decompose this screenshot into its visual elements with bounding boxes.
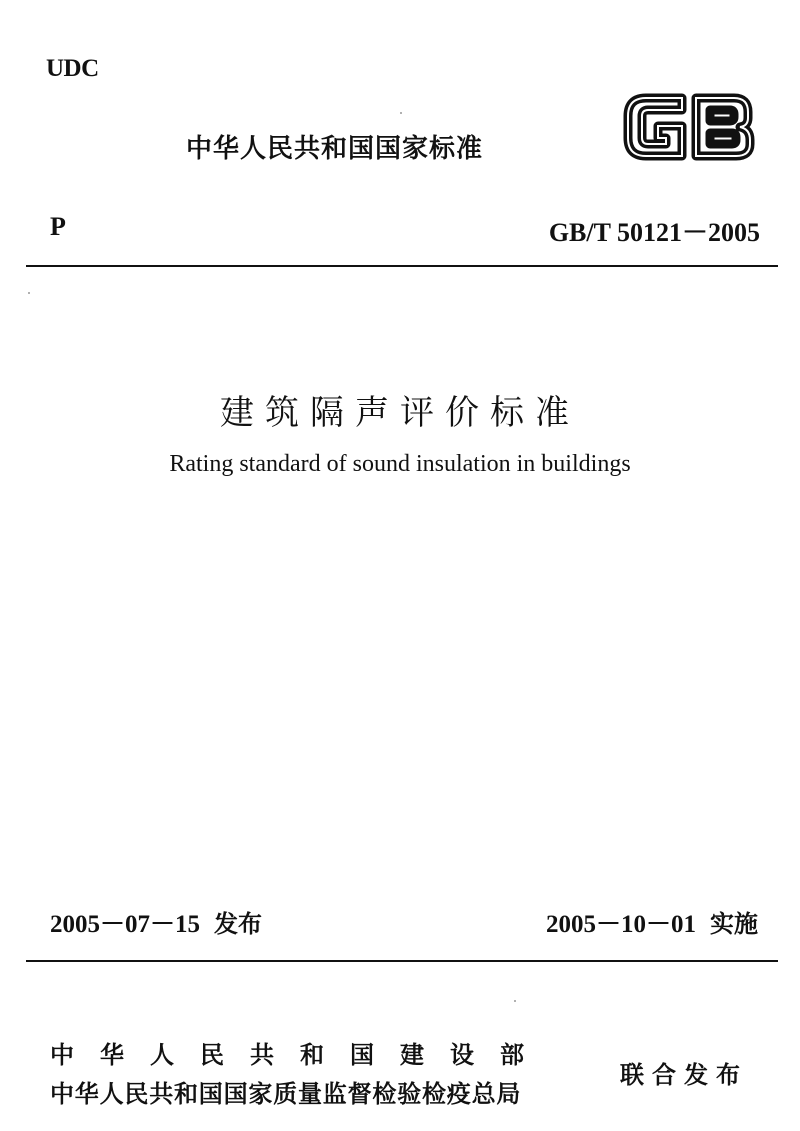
standard-number: GB/T 50121－2005 <box>548 218 760 247</box>
scan-speck <box>28 292 30 294</box>
bottom-divider <box>26 960 778 962</box>
classification-code: P <box>50 212 66 241</box>
udc-label: UDC <box>46 55 99 82</box>
scan-speck <box>400 112 402 114</box>
joint-issue-label: 联合发布 <box>620 1061 748 1089</box>
issue-date-row <box>50 904 262 940</box>
issue-label: 发布 <box>214 910 263 938</box>
implement-label: 实施 <box>710 910 758 938</box>
standard-type: 中华人民共和国国家标准 <box>186 134 484 164</box>
implement-date-row <box>546 904 758 940</box>
issuer-administration: 中华人民共和国国家质量监督检验检疫总局 <box>50 1080 522 1108</box>
issue-date: 2005－07－15 <box>50 911 201 938</box>
title-english: Rating standard of sound insulation in buildings <box>169 451 631 477</box>
scan-speck <box>514 1000 516 1002</box>
issuer-ministry: 中华人民共和国建设部 <box>50 1041 550 1069</box>
title-chinese: 建筑隔声评价标准 <box>220 393 580 433</box>
top-divider <box>26 265 778 267</box>
gb-logo <box>620 88 760 166</box>
implement-date: 2005－10－01 <box>545 911 696 938</box>
